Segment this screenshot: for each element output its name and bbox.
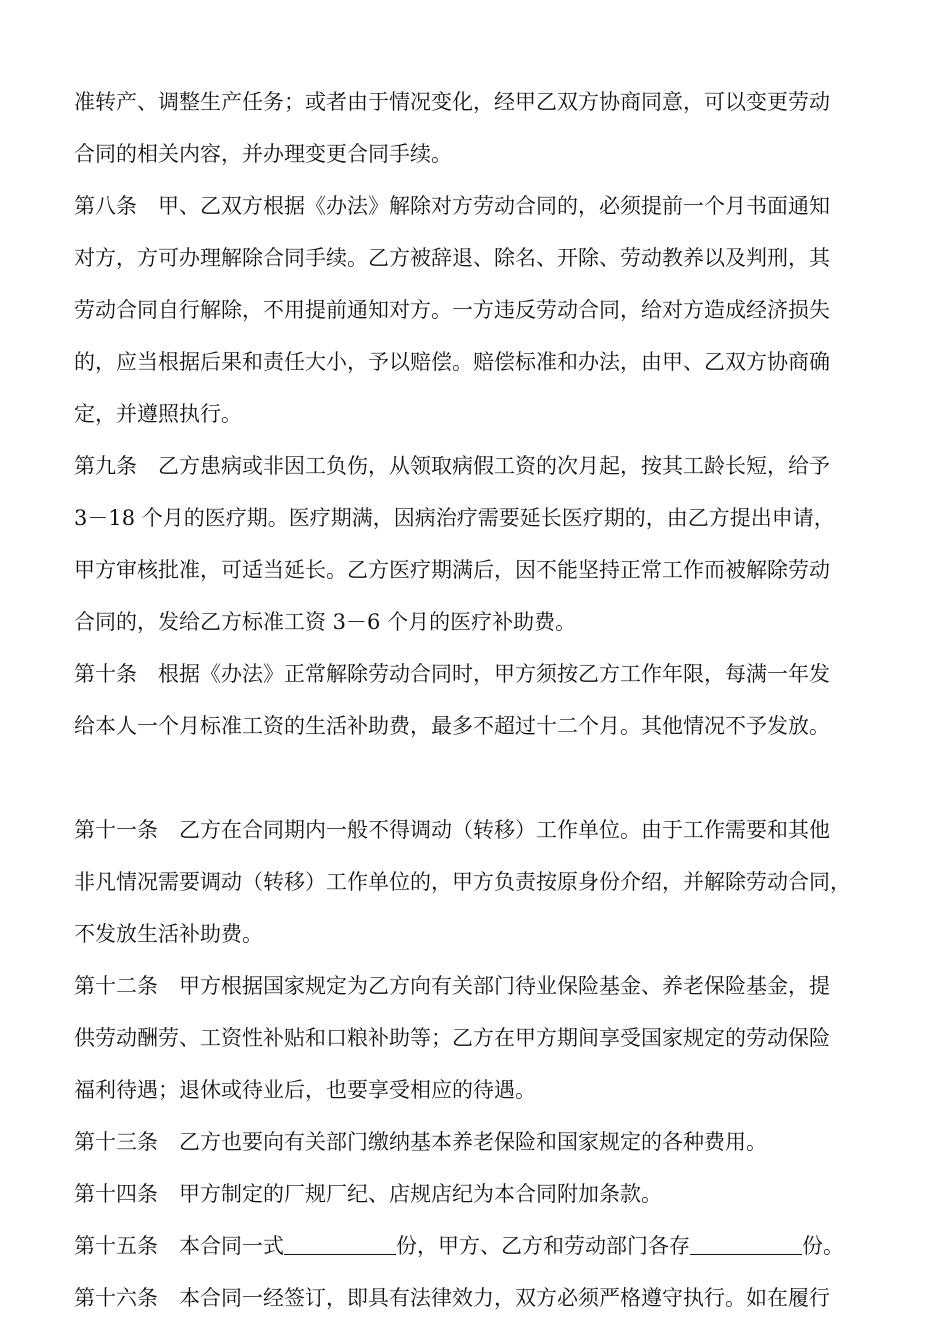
article-10-line-2: 给本人一个月标准工资的生活补助费，最多不超过十二个月。其他情况不予发放。 [74,714,830,738]
article-11-line-2: 非凡情况需要调动（转移）工作单位的，甲方负责按原身份介绍，并解除劳动合同， [74,870,851,894]
article-8-line-4: 的，应当根据后果和责任大小，予以赔偿。赔偿标准和办法，由甲、乙双方协商确 [74,350,830,374]
article-9-line-2: 3－18 个月的医疗期。医疗期满，因病治疗需要延长医疗期的，由乙方提出申请， [74,506,835,530]
article-12-line-2: 供劳动酬劳、工资性补贴和口粮补助等；乙方在甲方期间享受国家规定的劳动保险 [74,1026,830,1050]
copies-total-blank[interactable] [284,1234,396,1255]
article-10-line-1: 第十条 根据《办法》正常解除劳动合同时，甲方须按乙方工作年限，每满一年发 [74,662,830,686]
article-11-line-3: 不发放生活补助费。 [74,922,263,946]
article-8-line-5: 定，并遵照执行。 [74,402,242,426]
article-14-line-1: 第十四条 甲方制定的厂规厂纪、店规店纪为本合同附加条款。 [74,1182,662,1206]
paragraph-gap [74,752,880,804]
article-9-line-1: 第九条 乙方患病或非因工负伤，从领取病假工资的次月起，按其工龄长短，给予 [74,454,830,478]
article-15-text-2: 份，甲方、乙方和劳动部门各存 [396,1234,690,1258]
article-15-line-1 [74,1220,880,1272]
article-7-line-1: 准转产、调整生产任务；或者由于情况变化，经甲乙双方协商同意，可以变更劳动 [74,90,830,114]
article-9-line-3: 甲方审核批准，可适当延长。乙方医疗期满后，因不能坚持正常工作而被解除劳动 [74,558,830,582]
article-13-line-1: 第十三条 乙方也要向有关部门缴纳基本养老保险和国家规定的各种费用。 [74,1130,767,1154]
article-8-line-2: 对方，方可办理解除合同手续。乙方被辞退、除名、开除、劳动教养以及判刑，其 [74,246,830,270]
article-9-line-4: 合同的，发给乙方标准工资 3－6 个月的医疗补助费。 [74,610,577,634]
article-15-text-3: 份。 [802,1234,844,1258]
copies-each-blank[interactable] [690,1234,802,1255]
article-7-line-2: 合同的相关内容，并办理变更合同手续。 [74,142,452,166]
article-12-line-3: 福利待遇；退休或待业后，也要享受相应的待遇。 [74,1078,536,1102]
article-8-line-1: 第八条 甲、乙双方根据《办法》解除对方劳动合同的，必须提前一个月书面通知 [74,194,830,218]
article-11-line-1: 第十一条 乙方在合同期内一般不得调动（转移）工作单位。由于工作需要和其他 [74,818,830,842]
article-15-text-1: 第十五条 本合同一式 [74,1234,284,1258]
article-12-line-1: 第十二条 甲方根据国家规定为乙方向有关部门待业保险基金、养老保险基金，提 [74,974,830,998]
article-8-line-3: 劳动合同自行解除，不用提前通知对方。一方违反劳动合同，给对方造成经济损失 [74,298,830,322]
document-page [74,76,880,1324]
article-16-line-1: 第十六条 本合同一经签订，即具有法律效力，双方必须严格遵守执行。如在履行 [74,1286,830,1310]
